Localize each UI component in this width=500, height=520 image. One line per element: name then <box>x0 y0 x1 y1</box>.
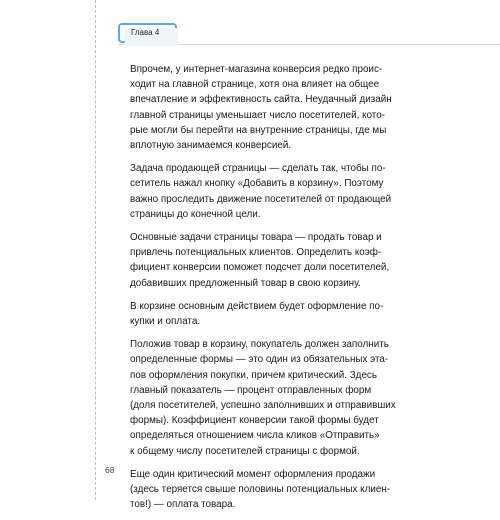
text-line: добавивших предложенный товар в свою корзину. <box>130 277 361 289</box>
text-line: купки и оплата. <box>130 316 201 328</box>
text-line: впечатление и эффективность сайта. Неудачный дизайн <box>130 94 392 106</box>
paragraph <box>130 230 395 291</box>
text-line: пов оформления покупки, причем критический. Здесь <box>130 369 378 381</box>
paragraph <box>130 299 395 329</box>
text-line: тов!) — оплата товара. <box>130 499 236 511</box>
text-line: (здесь теряется свыше половины потенциальных клиен- <box>130 484 391 496</box>
text-line: (доля посетителей, успешно заполнивших и отправивших <box>130 400 396 412</box>
margin-guide-line <box>95 0 96 500</box>
text-line: Еще один критический момент оформления продажи <box>130 468 376 480</box>
text-line: главный показатель — процент отправленных форм <box>130 384 372 396</box>
text-line: главной страницы уменьшает число посетителей, кото- <box>130 109 385 121</box>
text-line: ходит на главной странице, хотя она влияет на общее <box>130 79 380 91</box>
text-line: к общему числу посетителей страницы с формой. <box>130 445 360 457</box>
text-line: определенные формы — это один из обязательных эта- <box>130 354 389 366</box>
text-line: формы). Коэффициент конверсии такой формы будет <box>130 415 379 427</box>
paragraph <box>130 337 395 459</box>
text-line: рые могли бы перейти на внутренние страницы, где мы <box>130 124 387 136</box>
text-line: страницы до конечной цели. <box>130 208 261 220</box>
text-line: Положив товар в корзину, покупатель должен заполнить <box>130 339 389 351</box>
paragraph <box>130 161 395 222</box>
text-line: определяться отношением числа кликов «Отправить» <box>130 430 380 442</box>
text-line: привлечь потенциальных клиентов. Определить коэф- <box>130 247 382 259</box>
paragraph <box>130 467 395 513</box>
text-line: Основные задачи страницы товара — продать товар и <box>130 232 382 244</box>
text-line: сетитель нажал кнопку «Добавить в корзину». Поэтому <box>130 178 384 190</box>
text-line: Задача продающей страницы — сделать так, чтобы по- <box>130 163 386 175</box>
text-line: Впрочем, у интернет-магазина конверсия редко проис- <box>130 64 383 75</box>
body-text <box>130 62 395 520</box>
paragraph <box>130 62 395 153</box>
text-line: В корзине основным действием будет оформление по- <box>130 300 384 312</box>
text-line: важно проследить движение посетителей от продающей <box>130 193 392 205</box>
page-number: 68 <box>105 465 115 475</box>
text-line: вплотную занимаемся конверсией. <box>130 140 292 152</box>
text-line: фициент конверсии поможет подсчет доли посетителей, <box>130 262 390 274</box>
chapter-label: Глава 4 <box>131 28 160 37</box>
